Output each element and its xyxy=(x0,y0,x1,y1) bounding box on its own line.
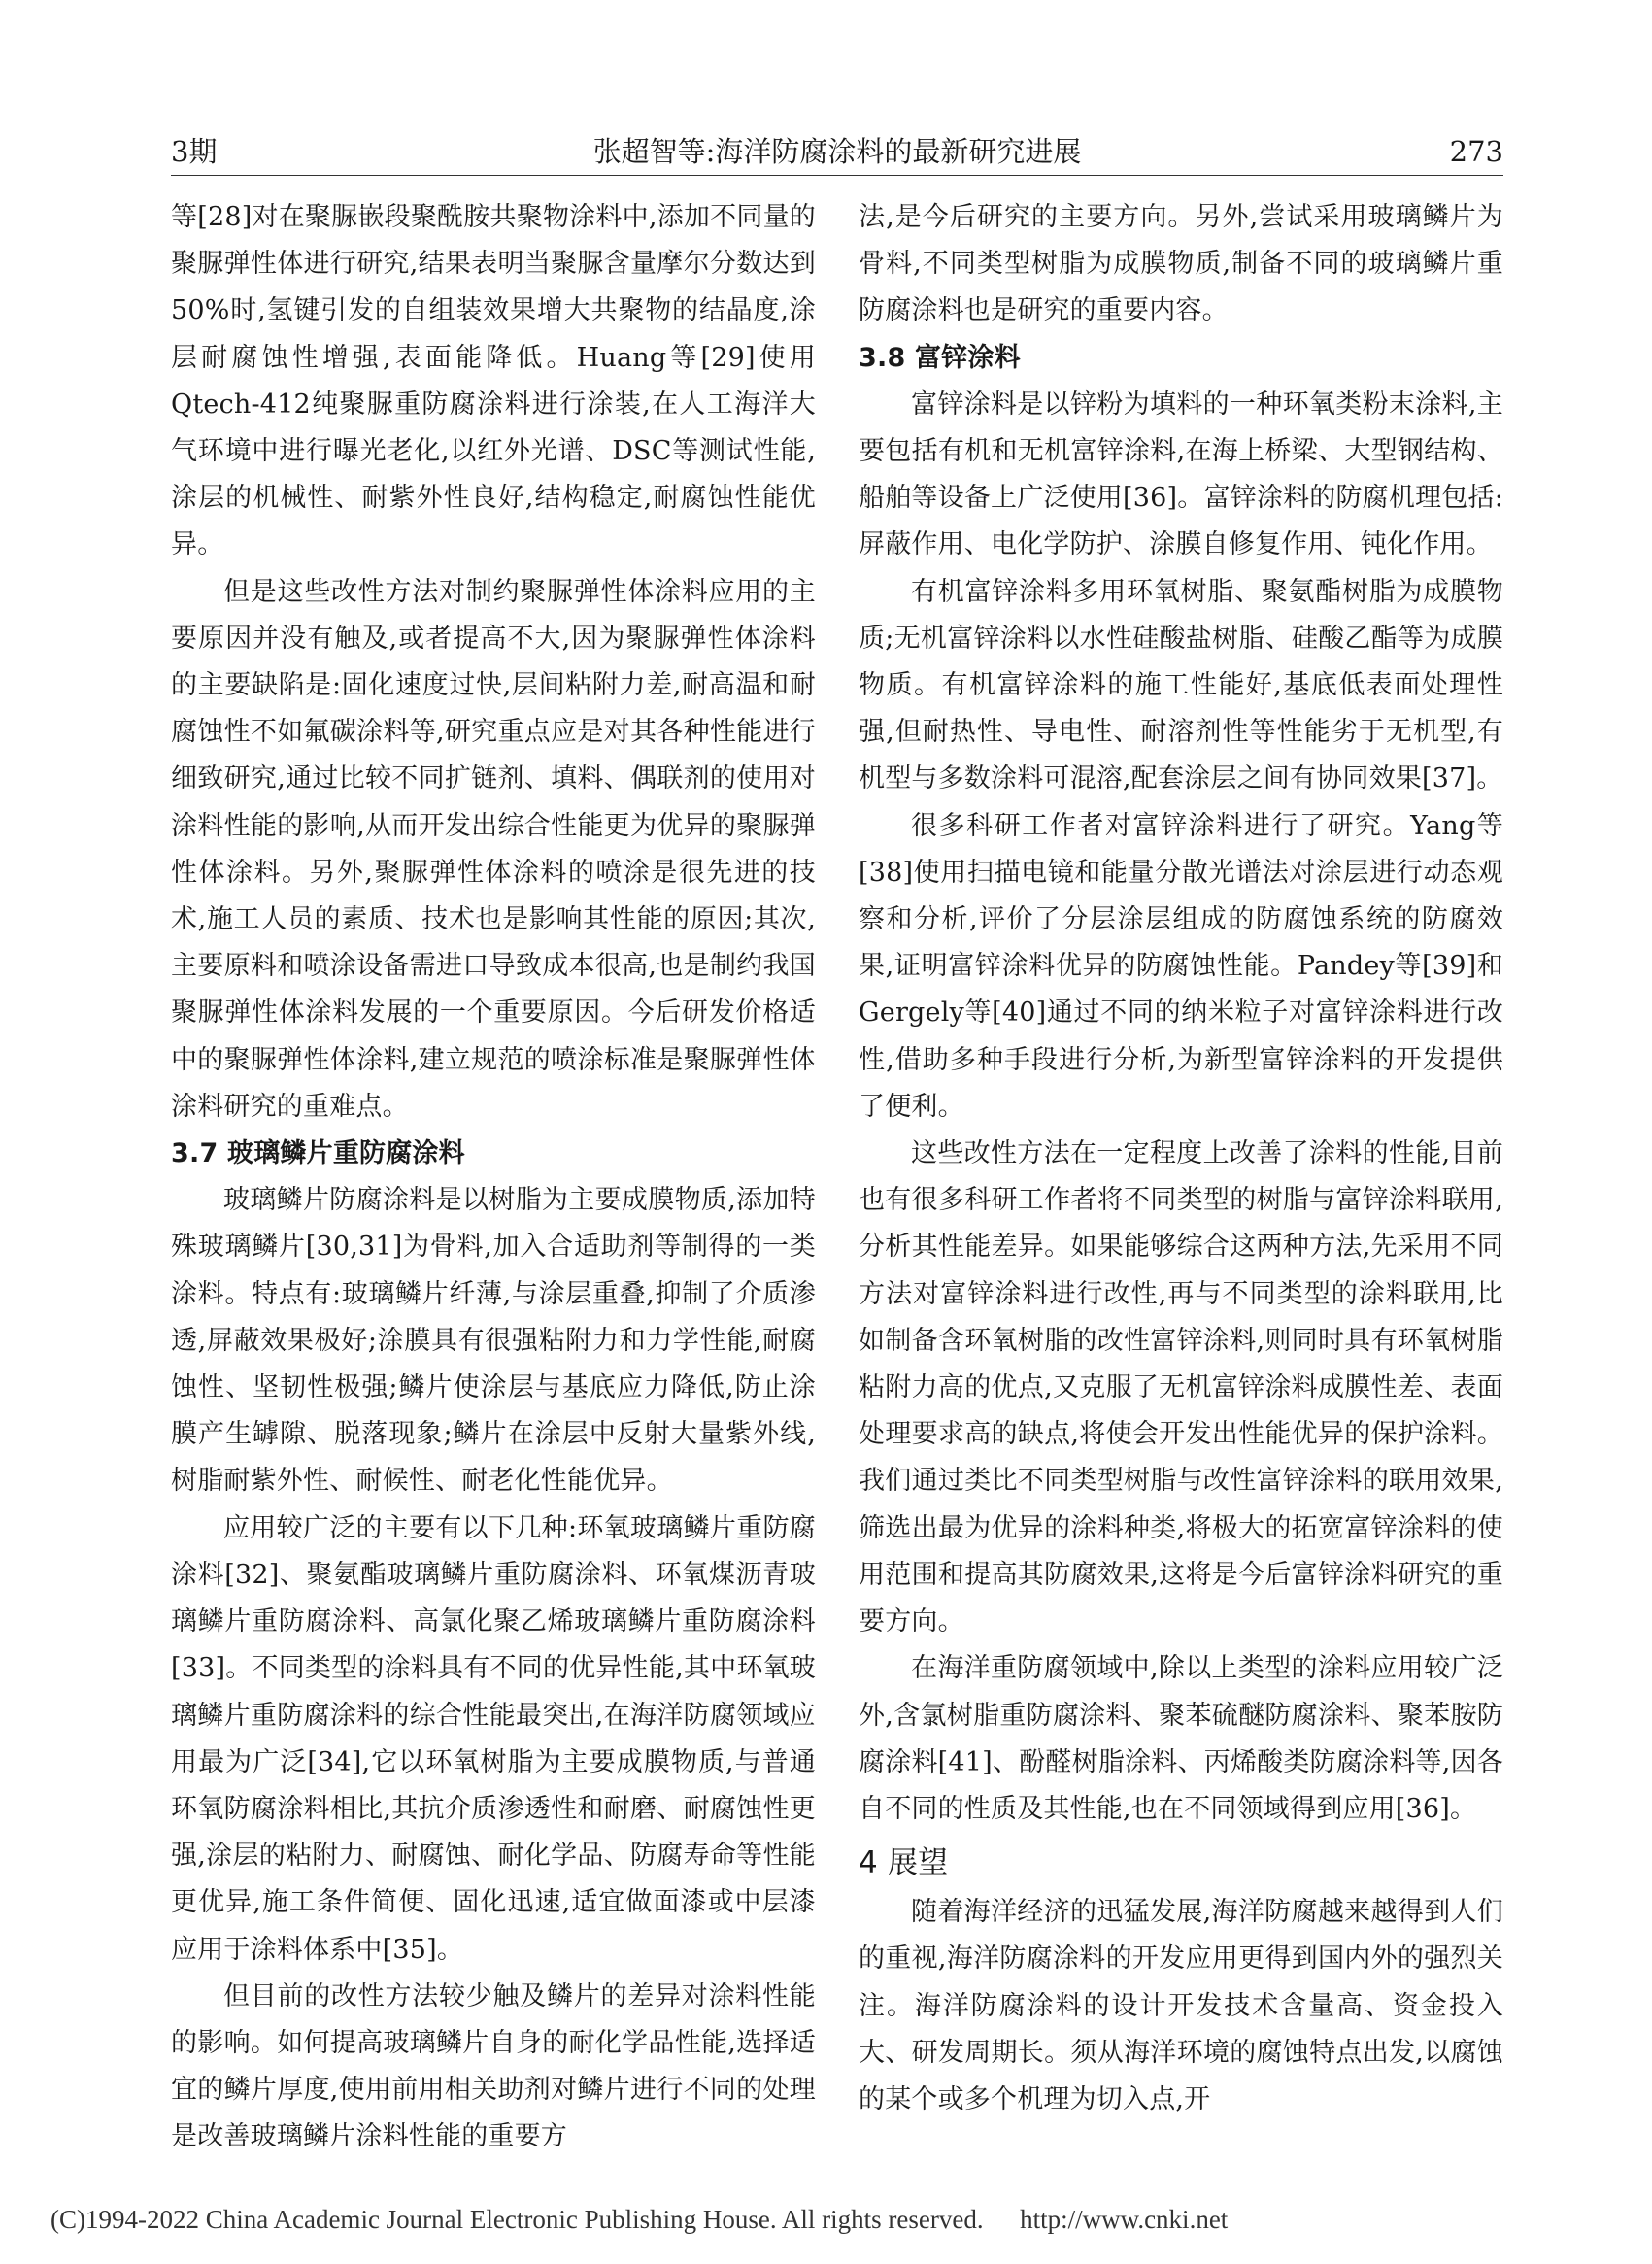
paragraph: 玻璃鳞片防腐涂料是以树脂为主要成膜物质,添加特殊玻璃鳞片[30,31]为骨料,加入合适助剂等制得的一类涂料。特点有:玻璃鳞片纤薄,与涂层重叠,抑制了介质渗透,屏蔽效果极好;涂膜具有很强粘附力和力学性能,耐腐蚀性、坚韧性极强;鳞片使涂层与基底应力降低,防止涂膜产生罅隙、脱落现象;鳞片在涂层中反射大量紫外线,树脂耐紫外性、耐候性、耐老化性能优异。 xyxy=(171,1185,816,1497)
paragraph: 应用较广泛的主要有以下几种:环氧玻璃鳞片重防腐涂料[32]、聚氨酯玻璃鳞片重防腐涂料、环氧煤沥青玻璃鳞片重防腐涂料、高氯化聚乙烯玻璃鳞片重防腐涂料[33]。不同类型的涂料具有不同的优异性能,其中环氧玻璃鳞片重防腐涂料的综合性能最突出,在海洋防腐领域应用最为广泛[34],它以环氧树脂为主要成膜物质,与普通环氧防腐涂料相比,其抗介质渗透性和耐磨、耐腐蚀性更强,涂层的粘附力、耐腐蚀、耐化学品、防腐寿命等性能更优异,施工条件简便、固化迅速,适宜做面漆或中层漆应用于涂料体系中[35]。 xyxy=(171,1512,816,1965)
paragraph: 有机富锌涂料多用环氧树脂、聚氨酯树脂为成膜物质;无机富锌涂料以水性硅酸盐树脂、硅酸乙酯等为成膜物质。有机富锌涂料的施工性能好,基底低表面处理性强,但耐热性、导电性、耐溶剂性等性能劣于无机型,有机型与多数涂料可混溶,配套涂层之间有协同效果[37]。 xyxy=(859,576,1503,794)
paragraph: 在海洋重防腐领域中,除以上类型的涂料应用较广泛外,含氯树脂重防腐涂料、聚苯硫醚防腐涂料、聚苯胺防腐涂料[41]、酚醛树脂涂料、丙烯酸类防腐涂料等,因各自不同的性质及其性能,也在不同领域得到应用[36]。 xyxy=(859,1653,1503,1824)
running-header xyxy=(171,130,1503,173)
copyright-footer xyxy=(51,2205,1228,2235)
section-heading-4: 4 展望 xyxy=(859,1845,949,1881)
paragraph: 随着海洋经济的迅猛发展,海洋防腐越来越得到人们的重视,海洋防腐涂料的开发应用更得到国内外的强烈关注。海洋防腐涂料的设计开发技术含量高、资金投入大、研发周期长。须从海洋环境的腐蚀特点出发,以腐蚀的某个或多个机理为切入点,开 xyxy=(859,1897,1503,2114)
paragraph: 但是这些改性方法对制约聚脲弹性体涂料应用的主要原因并没有触及,或者提高不大,因为聚脲弹性体涂料的主要缺陷是:固化速度过快,层间粘附力差,耐高温和耐腐蚀性不如氟碳涂料等,研究重点应是对其各种性能进行细致研究,通过比较不同扩链剂、填料、偶联剂的使用对涂料性能的影响,从而开发出综合性能更为优异的聚脲弹性体涂料。另外,聚脲弹性体涂料的喷涂是很先进的技术,施工人员的素质、技术也是影响其性能的原因;其次,主要原料和喷涂设备需进口导致成本很高,也是制约我国聚脲弹性体涂料发展的一个重要原因。今后研发价格适中的聚脲弹性体涂料,建立规范的喷涂标准是聚脲弹性体涂料研究的重难点。 xyxy=(171,576,816,1122)
issue-number: 3期 xyxy=(171,135,218,168)
paragraph: 富锌涂料是以锌粉为填料的一种环氧类粉末涂料,主要包括有机和无机富锌涂料,在海上桥梁、大型钢结构、船舶等设备上广泛使用[36]。富锌涂料的防腐机理包括:屏蔽作用、电化学防护、涂膜自修复作用、钝化作用。 xyxy=(859,389,1503,560)
paragraph: 等[28]对在聚脲嵌段聚酰胺共聚物涂料中,添加不同量的聚脲弹性体进行研究,结果表明当聚脲含量摩尔分数达到50%时,氢键引发的自组装效果增大共聚物的结晶度,涂层耐腐蚀性增强,表面能降低。Huang等[29]使用Qtech-412纯聚脲重防腐涂料进行涂装,在人工海洋大气环境中进行曝光老化,以红外光谱、DSC等测试性能,涂层的机械性、耐紫外性良好,结构稳定,耐腐蚀性能优异。 xyxy=(171,202,816,560)
section-heading-3-7: 3.7 玻璃鳞片重防腐涂料 xyxy=(171,1138,465,1169)
header-rule xyxy=(171,175,1503,176)
copyright-text: (C)1994-2022 China Academic Journal Electronic Publishing House. All rights reserved. xyxy=(51,2205,984,2234)
left-column xyxy=(171,194,816,2161)
paragraph: 这些改性方法在一定程度上改善了涂料的性能,目前也有很多科研工作者将不同类型的树脂与富锌涂料联用,分析其性能差异。如果能够综合这两种方法,先采用不同方法对富锌涂料进行改性,再与不同类型的涂料联用,比如制备含环氧树脂的改性富锌涂料,则同时具有环氧树脂粘附力高的优点,又克服了无机富锌涂料成膜性差、表面处理要求高的缺点,将使会开发出性能优异的保护涂料。我们通过类比不同类型树脂与改性富锌涂料的联用效果,筛选出最为优异的涂料种类,将极大的拓宽富锌涂料的使用范围和提高其防腐效果,这将是今后富锌涂料研究的重要方向。 xyxy=(859,1138,1503,1638)
footer-url: http://www.cnki.net xyxy=(1020,2205,1229,2234)
page-number: 273 xyxy=(1449,135,1503,168)
running-title: 张超智等:海洋防腐涂料的最新研究进展 xyxy=(592,135,1082,168)
paragraph: 很多科研工作者对富锌涂料进行了研究。Yang等[38]使用扫描电镜和能量分散光谱法对涂层进行动态观察和分析,评价了分层涂层组成的防腐蚀系统的防腐效果,证明富锌涂料优异的防腐蚀性能。Pandey等[39]和Gergely等[40]通过不同的纳米粒子对富锌涂料进行改性,借助多种手段进行分析,为新型富锌涂料的开发提供了便利。 xyxy=(859,810,1503,1122)
right-column xyxy=(859,194,1503,2123)
paragraph: 法,是今后研究的主要方向。另外,尝试采用玻璃鳞片为骨料,不同类型树脂为成膜物质,制备不同的玻璃鳞片重防腐涂料也是研究的重要内容。 xyxy=(859,202,1503,326)
paragraph: 但目前的改性方法较少触及鳞片的差异对涂料性能的影响。如何提高玻璃鳞片自身的耐化学品性能,选择适宜的鳞片厚度,使用前用相关助剂对鳞片进行不同的处理是改善玻璃鳞片涂料性能的重要方 xyxy=(171,1980,816,2152)
section-heading-3-8: 3.8 富锌涂料 xyxy=(859,342,1021,373)
